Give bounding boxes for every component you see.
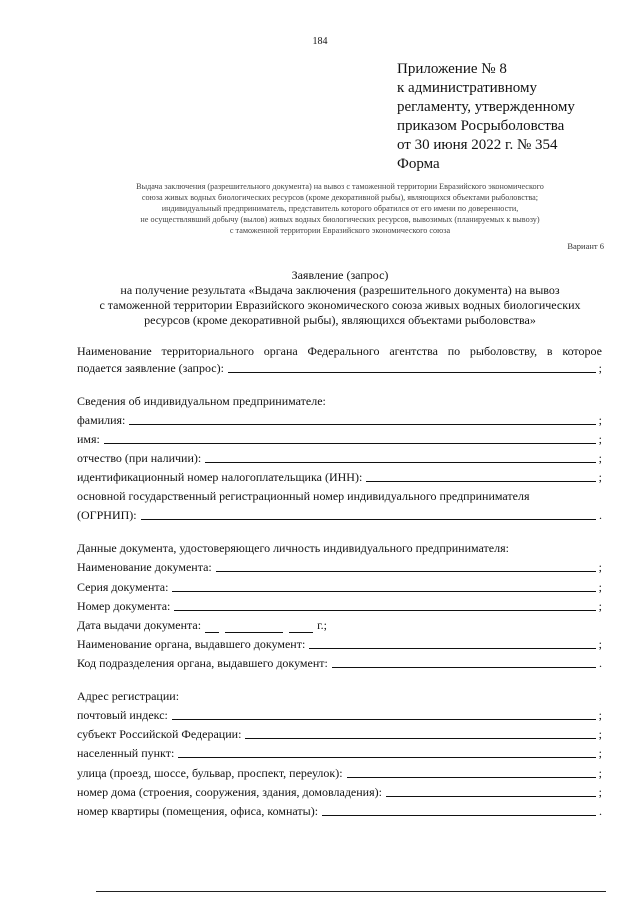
field-label: Наименование документа: [77, 560, 212, 574]
issue-date-field[interactable] [77, 615, 602, 633]
postal-code-field[interactable] [77, 705, 602, 723]
field-label: Дата выдачи документа: [77, 618, 202, 632]
field-label: номер дома (строения, сооружения, здания, домовладения): [77, 785, 382, 799]
doc-number-field[interactable] [77, 596, 602, 614]
section-heading: Сведения об индивидуальном предпринимателе: [77, 394, 326, 408]
field-end: ; [598, 727, 602, 741]
field-end: ; [598, 785, 602, 799]
locality-field[interactable] [77, 743, 602, 761]
surname-field[interactable] [77, 410, 602, 428]
field-label: подается заявление (запрос): [77, 361, 224, 375]
ogrnip-field[interactable] [77, 505, 602, 523]
field-end: ; [598, 470, 602, 484]
field-label: (ОГРНИП): [77, 508, 137, 522]
fill-blank[interactable] [205, 461, 595, 463]
house-number-field[interactable] [77, 782, 602, 800]
doc-series-field[interactable] [77, 577, 602, 595]
fill-blank[interactable] [366, 480, 595, 482]
field-label: Номер документа: [77, 599, 171, 613]
field-label: населенный пункт: [77, 746, 175, 760]
fill-blank[interactable] [347, 776, 596, 778]
title-line: на получение результата «Выдача заключения (разрешительного документа) на вывоз [120, 283, 560, 297]
doc-name-field[interactable] [77, 557, 602, 575]
fill-blank[interactable] [216, 570, 596, 572]
field-end: ; [598, 637, 602, 651]
fill-blank[interactable] [178, 756, 595, 758]
fill-blank[interactable] [129, 423, 595, 425]
field-label: Наименование органа, выдавшего документ: [77, 637, 306, 651]
field-end: ; [598, 766, 602, 780]
field-end: . [599, 508, 602, 522]
appendix-line: к административному [397, 80, 537, 96]
notice-line: с таможенной территории Евразийского экономического союза [229, 226, 451, 235]
fill-blank[interactable] [386, 795, 596, 797]
title-line: ресурсов (кроме декоративной рыбы), являющихся объектами рыболовства» [144, 313, 536, 327]
field-end: ; [598, 560, 602, 574]
day-blank[interactable] [205, 620, 219, 633]
field-label: отчество (при наличии): [77, 451, 202, 465]
variant-label: Вариант 6 [567, 241, 604, 251]
fill-blank[interactable] [309, 647, 595, 649]
field-end: ; [598, 361, 602, 375]
field-label: имя: [77, 432, 100, 446]
field-label: почтовый индекс: [77, 708, 168, 722]
fill-blank[interactable] [172, 718, 596, 720]
year-suffix: г.; [317, 618, 327, 632]
field-end: ; [598, 432, 602, 446]
year-blank[interactable] [289, 620, 313, 633]
page-number: 184 [312, 36, 328, 47]
field-label: улица (проезд, шоссе, бульвар, проспект, переулок): [77, 766, 343, 780]
fill-blank[interactable] [322, 814, 596, 816]
field-end: ; [598, 708, 602, 722]
field-end: ; [598, 599, 602, 613]
form-label: Форма [397, 156, 440, 172]
field-label: номер квартиры (помещения, офиса, комнаты): [77, 804, 319, 818]
notice-line: Выдача заключения (разрешительного документа) на вывоз с таможенной территории Евразийского экономического [136, 182, 544, 191]
field-end: . [599, 656, 602, 670]
division-code-field[interactable] [77, 653, 602, 671]
appendix-line: от 30 июня 2022 г. № 354 [397, 137, 558, 153]
page-bottom-rule [96, 891, 606, 892]
issued-by-field[interactable] [77, 634, 602, 652]
fill-blank[interactable] [245, 737, 595, 739]
apartment-field[interactable] [77, 801, 602, 819]
field-label: Серия документа: [77, 580, 169, 594]
field-label: субъект Российской Федерации: [77, 727, 242, 741]
notice-line: союза живых водных биологических ресурсов (кроме декоративной рыбы), являющихся объектами рыболовства; [141, 193, 539, 202]
month-blank[interactable] [225, 620, 283, 633]
fill-blank[interactable] [228, 371, 596, 373]
field-label: Код подразделения органа, выдавшего документ: [77, 656, 328, 670]
region-field[interactable] [77, 724, 602, 742]
ogrnip-caption: основной государственный регистрационный номер индивидуального предпринимателя [77, 489, 530, 503]
field-end: ; [598, 746, 602, 760]
field-end: ; [598, 451, 602, 465]
field-end: ; [598, 580, 602, 594]
inn-field[interactable] [77, 467, 602, 485]
fill-blank[interactable] [141, 518, 596, 520]
authority-field[interactable] [77, 358, 602, 376]
fill-blank[interactable] [332, 666, 596, 668]
section-heading: Адрес регистрации: [77, 689, 180, 703]
section-heading: Данные документа, удостоверяющего личность индивидуального предпринимателя: [77, 541, 509, 555]
fill-blank[interactable] [172, 590, 595, 592]
field-label: идентификационный номер налогоплательщика (ИНН): [77, 470, 363, 484]
appendix-block [397, 60, 612, 174]
notice-line: не осуществлявший добычу (вылов) живых водных биологических ресурсов, вывозимых (планируемых к вывозу) [140, 215, 540, 224]
document-title [70, 268, 610, 328]
street-field[interactable] [77, 763, 602, 781]
appendix-line: Приложение № 8 [397, 61, 507, 77]
appendix-line: регламенту, утвержденному [397, 99, 575, 115]
notice-line: индивидуальный предприниматель, представитель которого обратился от его имени по доверенности, [161, 204, 519, 213]
field-label: фамилия: [77, 413, 126, 427]
appendix-line: приказом Росрыболовства [397, 118, 565, 134]
authority-line: Наименование территориального органа Федерального агентства по рыболовству, в которое [77, 344, 602, 358]
field-end: ; [598, 413, 602, 427]
field-end: . [599, 804, 602, 818]
fill-blank[interactable] [104, 442, 596, 444]
service-notice [70, 181, 610, 236]
patronymic-field[interactable] [77, 448, 602, 466]
name-field[interactable] [77, 429, 602, 447]
title-line: с таможенной территории Евразийского экономического союза живых водных биологических [99, 298, 581, 312]
title-line: Заявление (запрос) [291, 268, 389, 282]
fill-blank[interactable] [174, 609, 595, 611]
